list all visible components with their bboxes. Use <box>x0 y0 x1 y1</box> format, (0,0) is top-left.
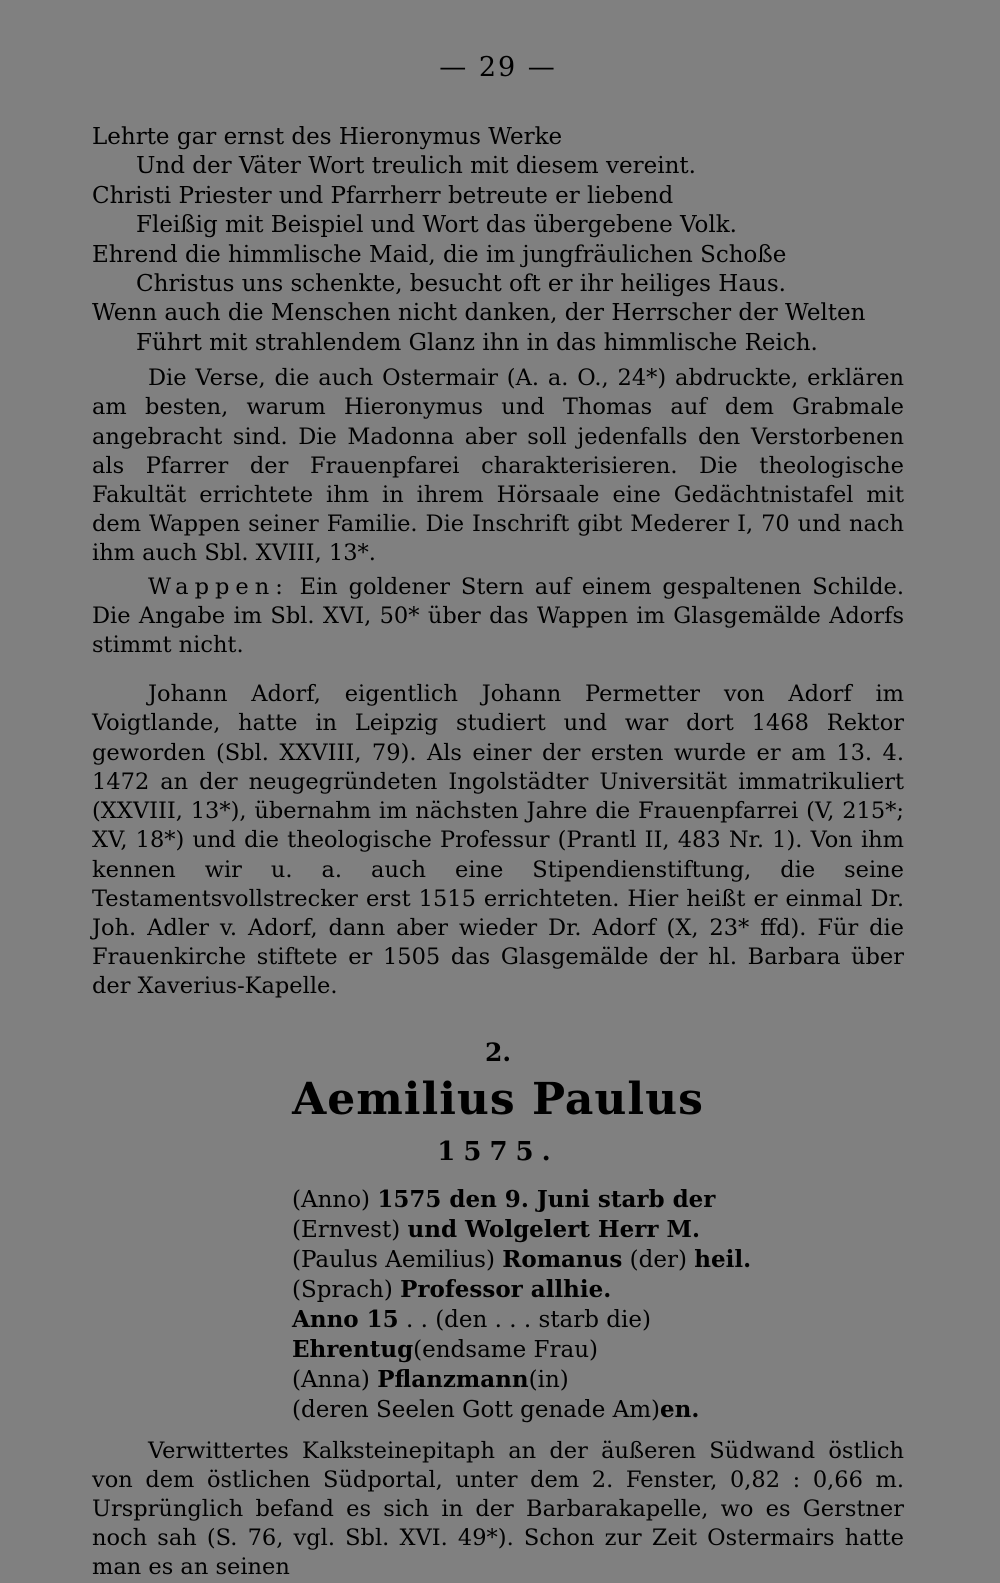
document-page <box>92 52 904 1583</box>
poem-line: Und der Väter Wort treulich mit diesem vereint. <box>136 153 696 180</box>
inscription-restored-text: (in) <box>528 1366 569 1393</box>
poem-line: Fleißig mit Beispiel und Wort das übergebene Volk. <box>136 212 737 239</box>
inscription-line <box>292 1365 904 1395</box>
inscription-preserved-text: Pflanzmann <box>377 1365 529 1393</box>
wappen-label: Wappen: <box>148 573 289 600</box>
paragraph-epitaph: Verwittertes Kalksteinepitaph an der äußeren Südwand östlich von dem östlichen Südportal, unter dem 2. Fenster, 0,82 : 0,66 m. Ursprünglich befand es sich in der Barbarakapelle, wo es Gerstner noch sah (S. 76, vgl. Sbl. XVI. 49*). Schon zur Zeit Ostermairs hatte man es an seinen <box>92 1437 904 1581</box>
poem <box>92 123 904 358</box>
inscription-restored-text: (deren Seelen Gott genade Am) <box>292 1396 661 1423</box>
poem-line: Führt mit strahlendem Glanz ihn in das himmlische Reich. <box>136 329 818 356</box>
inscription-preserved-text: Romanus <box>502 1245 623 1273</box>
section-year: 1575. <box>437 1136 559 1167</box>
inscription-restored-text: (der) <box>622 1246 695 1273</box>
prose-section-2 <box>92 1437 904 1583</box>
inscription-line <box>292 1215 904 1245</box>
inscription-preserved-text: Professor allhie. <box>400 1275 612 1303</box>
inscription-restored-text: (Paulus Aemilius) <box>292 1246 503 1273</box>
inscription-restored-text: . . (den . . . starb die) <box>398 1306 651 1333</box>
inscription <box>292 1185 904 1425</box>
wappen-text: Ein goldener Stern auf einem gespaltenen Schilde. Die Angabe im Sbl. XVI, 50* über das Wappen im Glasgemälde Adorfs stimmt nicht. <box>92 573 904 659</box>
inscription-preserved-text: Anno 15 <box>292 1305 399 1333</box>
poem-line: Christus uns schenkte, besucht oft er ihr heiliges Haus. <box>136 271 786 298</box>
inscription-restored-text: (Anno) <box>292 1186 378 1213</box>
inscription-preserved-text: heil. <box>694 1245 752 1273</box>
page-number: — 29 — <box>439 52 557 83</box>
inscription-preserved-text: und Wolgelert Herr M. <box>407 1215 700 1243</box>
section-title: Aemilius Paulus <box>292 1073 704 1125</box>
paragraph-wappen <box>92 573 904 661</box>
inscription-line <box>292 1245 904 1275</box>
inscription-line <box>292 1185 904 1215</box>
inscription-line <box>292 1275 904 1305</box>
poem-line: Wenn auch die Menschen nicht danken, der Herrscher der Welten <box>92 300 866 327</box>
inscription-line <box>292 1395 904 1425</box>
inscription-line <box>292 1335 904 1365</box>
poem-line: Christi Priester und Pfarrherr betreute er liebend <box>92 182 674 209</box>
prose-section-1 <box>92 364 904 1001</box>
paragraph-adorf: Johann Adorf, eigentlich Johann Permetter von Adorf im Voigtlande, hatte in Leipzig studiert und war dort 1468 Rektor geworden (Sbl. XXVIII, 79). Als einer der ersten wurde er am 13. 4. 1472 an der neugegründeten Ingolstädter Universität immatrikuliert (XXVIII, 13*), übernahm im nächsten Jahre die Frauenpfarrei (V, 215*; XV, 18*) und die theologische Professur (Prantl II, 483 Nr. 1). Von ihm kennen wir u. a. auch eine Stipendienstiftung, die seine Testamentsvollstrecker erst 1515 errichteten. Hier heißt er einmal Dr. Joh. Adler v. Adorf, dann aber wieder Dr. Adorf (X, 23* ffd). Für die Frauenkirche stiftete er 1505 das Glasgemälde der hl. Barbara über der Xaverius-Kapelle. <box>92 681 904 1000</box>
inscription-preserved-text: Ehrentug <box>292 1335 414 1363</box>
inscription-restored-text: (Sprach) <box>292 1276 401 1303</box>
section-number: 2. <box>484 1037 512 1067</box>
inscription-preserved-text: 1575 den 9. Juni starb der <box>377 1185 716 1213</box>
poem-line: Lehrte gar ernst des Hieronymus Werke <box>92 124 563 150</box>
poem-line: Ehrend die himmlische Maid, die im jungfräulichen Schoße <box>92 241 787 268</box>
paragraph-verses: Die Verse, die auch Ostermair (A. a. O., 24*) abdruckte, erklären am besten, warum Hieronymus und Thomas auf dem Grabmale angebracht sind. Die Madonna aber soll jedenfalls den Verstorbenen als Pfarrer der Frauenpfarei charakterisieren. Die theologische Fakultät errichtete ihm in ihrem Hörsaale eine Gedächtnistafel mit dem Wappen seiner Familie. Die Inschrift gibt Mederer I, 70 und nach ihm auch Sbl. XVIII, 13*. <box>92 365 904 567</box>
inscription-restored-text: (endsame Frau) <box>413 1336 598 1363</box>
inscription-line <box>292 1305 904 1335</box>
inscription-restored-text: (Anna) <box>292 1366 378 1393</box>
inscription-preserved-text: en. <box>660 1395 700 1423</box>
inscription-restored-text: (Ernvest) <box>292 1216 408 1243</box>
